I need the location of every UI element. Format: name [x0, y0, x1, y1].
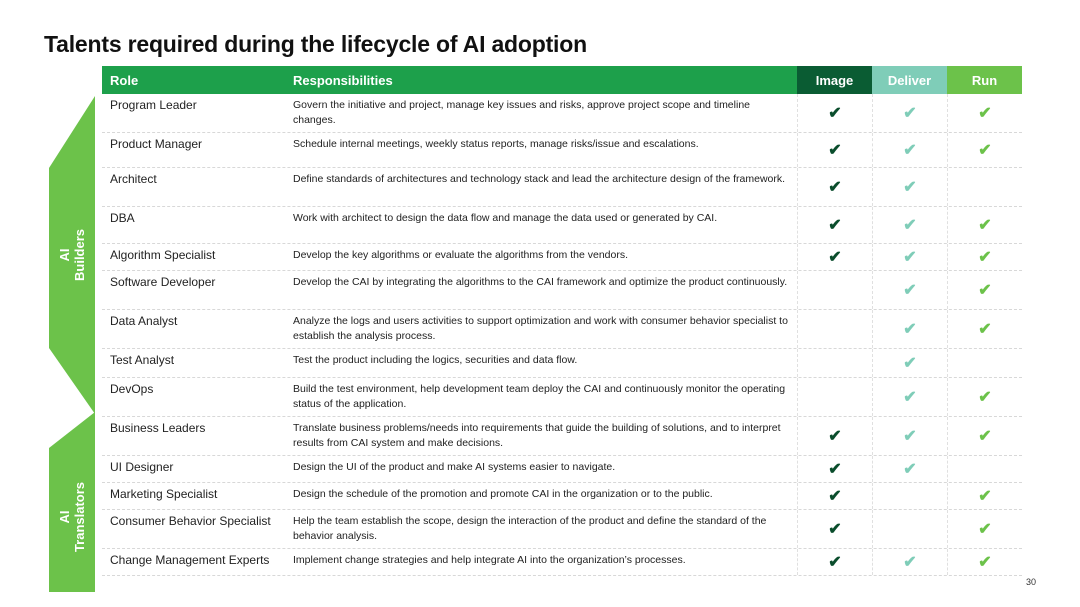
group-label-translators: AI Translators [57, 481, 87, 553]
checkmark-icon: ✔ [978, 554, 992, 571]
checkmark-icon: ✔ [828, 554, 842, 571]
run-cell [947, 244, 1022, 270]
group-label-builders: AI Builders [57, 228, 87, 281]
deliver-cell [872, 244, 947, 270]
checkmark-icon: ✔ [978, 428, 992, 445]
table-row [102, 244, 1022, 271]
image-cell [797, 94, 872, 132]
checkmark-icon: ✔ [828, 521, 842, 538]
run-cell [947, 483, 1022, 509]
run-cell [947, 378, 1022, 416]
table-header [102, 66, 1022, 94]
image-cell [797, 310, 872, 348]
table-row [102, 417, 1022, 456]
run-cell [947, 549, 1022, 575]
image-cell [797, 549, 872, 575]
run-cell [947, 94, 1022, 132]
header-responsibilities: Responsibilities [285, 66, 797, 94]
checkmark-icon: ✔ [903, 321, 917, 338]
group-ai-builders [49, 96, 95, 414]
responsibility-cell: Help the team establish the scope, design the interaction of the product and define the standard of the behavior analysis. [293, 515, 767, 542]
role-cell: Product Manager [110, 137, 203, 151]
role-cell: Program Leader [110, 98, 197, 112]
checkmark-icon: ✔ [903, 105, 917, 122]
image-cell [797, 207, 872, 243]
checkmark-icon: ✔ [903, 179, 917, 196]
role-cell: UI Designer [110, 460, 174, 474]
run-cell [947, 168, 1022, 206]
deliver-cell [872, 549, 947, 575]
checkmark-icon: ✔ [828, 249, 842, 266]
responsibility-cell: Design the UI of the product and make AI systems easier to navigate. [293, 461, 616, 473]
image-cell [797, 133, 872, 167]
checkmark-icon: ✔ [828, 461, 842, 478]
responsibility-cell: Schedule internal meetings, weekly status reports, manage risks/issue and escalations. [293, 138, 699, 150]
checkmark-icon: ✔ [903, 428, 917, 445]
responsibility-cell: Develop the key algorithms or evaluate the algorithms from the vendors. [293, 249, 629, 261]
checkmark-icon: ✔ [828, 428, 842, 445]
table-row [102, 271, 1022, 310]
table-row [102, 133, 1022, 168]
checkmark-icon: ✔ [828, 142, 842, 159]
checkmark-icon: ✔ [978, 521, 992, 538]
role-cell: DBA [110, 211, 135, 225]
image-cell [797, 510, 872, 548]
deliver-cell [872, 310, 947, 348]
checkmark-icon: ✔ [978, 488, 992, 505]
role-cell: Business Leaders [110, 421, 206, 435]
deliver-cell [872, 271, 947, 309]
checkmark-icon: ✔ [978, 321, 992, 338]
responsibility-cell: Translate business problems/needs into requirements that guide the building of solutions, and to interpret results from CAI system and make decisions. [293, 422, 781, 449]
role-cell: Data Analyst [110, 314, 178, 328]
table-row [102, 483, 1022, 510]
responsibility-cell: Define standards of architectures and technology stack and lead the architecture design of the framework. [293, 173, 786, 185]
image-cell [797, 349, 872, 377]
run-cell [947, 133, 1022, 167]
table-row [102, 349, 1022, 378]
run-cell [947, 207, 1022, 243]
image-cell [797, 483, 872, 509]
image-cell [797, 168, 872, 206]
role-cell: DevOps [110, 382, 154, 396]
checkmark-icon: ✔ [903, 282, 917, 299]
table-row [102, 378, 1022, 417]
responsibility-cell: Design the schedule of the promotion and promote CAI in the organization or to the public. [293, 488, 713, 500]
deliver-cell [872, 168, 947, 206]
deliver-cell [872, 456, 947, 482]
deliver-cell [872, 510, 947, 548]
run-cell [947, 456, 1022, 482]
header-image: Image [797, 66, 872, 94]
role-cell: Algorithm Specialist [110, 248, 216, 262]
checkmark-icon: ✔ [903, 249, 917, 266]
responsibility-cell: Develop the CAI by integrating the algorithms to the CAI framework and optimize the product continuously. [293, 276, 788, 288]
checkmark-icon: ✔ [828, 217, 842, 234]
group-ai-translators [49, 412, 95, 592]
table-row [102, 549, 1022, 576]
table-row [102, 168, 1022, 207]
run-cell [947, 349, 1022, 377]
role-cell: Change Management Experts [110, 553, 270, 567]
checkmark-icon: ✔ [903, 355, 917, 372]
checkmark-icon: ✔ [978, 389, 992, 406]
responsibility-cell: Build the test environment, help development team deploy the CAI and continuously monitor the operating status of the application. [293, 383, 786, 410]
checkmark-icon: ✔ [828, 105, 842, 122]
checkmark-icon: ✔ [978, 282, 992, 299]
deliver-cell [872, 378, 947, 416]
checkmark-icon: ✔ [903, 217, 917, 234]
checkmark-icon: ✔ [903, 461, 917, 478]
table-row [102, 94, 1022, 133]
role-cell: Marketing Specialist [110, 487, 218, 501]
role-cell: Software Developer [110, 275, 216, 289]
checkmark-icon: ✔ [828, 488, 842, 505]
deliver-cell [872, 349, 947, 377]
page-title: Talents required during the lifecycle of AI adoption [44, 31, 587, 57]
checkmark-icon: ✔ [903, 554, 917, 571]
responsibility-cell: Implement change strategies and help integrate AI into the organization’s processes. [293, 554, 686, 566]
image-cell [797, 271, 872, 309]
image-cell [797, 378, 872, 416]
run-cell [947, 310, 1022, 348]
checkmark-icon: ✔ [978, 105, 992, 122]
checkmark-icon: ✔ [828, 179, 842, 196]
checkmark-icon: ✔ [978, 217, 992, 234]
run-cell [947, 271, 1022, 309]
role-cell: Architect [110, 172, 157, 186]
responsibility-cell: Govern the initiative and project, manage key issues and risks, approve project scope and timeline changes. [293, 99, 750, 126]
responsibility-cell: Analyze the logs and users activities to support optimization and work with consumer behavior specialist to establish the analysis process. [293, 315, 788, 342]
deliver-cell [872, 133, 947, 167]
run-cell [947, 417, 1022, 455]
checkmark-icon: ✔ [903, 389, 917, 406]
header-deliver: Deliver [872, 66, 947, 94]
responsibility-cell: Work with architect to design the data flow and manage the data used or generated by CAI. [293, 212, 718, 224]
header-run: Run [947, 66, 1022, 94]
deliver-cell [872, 207, 947, 243]
run-cell [947, 510, 1022, 548]
checkmark-icon: ✔ [903, 142, 917, 159]
table-row [102, 207, 1022, 244]
table-row [102, 310, 1022, 349]
header-role: Role [102, 66, 285, 94]
checkmark-icon: ✔ [978, 142, 992, 159]
image-cell [797, 417, 872, 455]
table-row [102, 510, 1022, 549]
deliver-cell [872, 417, 947, 455]
page-number: 30 [1025, 577, 1036, 587]
image-cell [797, 244, 872, 270]
table-body [102, 94, 1022, 576]
table-row [102, 456, 1022, 483]
image-cell [797, 456, 872, 482]
role-cell: Test Analyst [110, 353, 175, 367]
deliver-cell [872, 483, 947, 509]
talent-table [102, 66, 1022, 576]
deliver-cell [872, 94, 947, 132]
role-cell: Consumer Behavior Specialist [110, 514, 271, 528]
responsibility-cell: Test the product including the logics, securities and data flow. [293, 354, 578, 366]
checkmark-icon: ✔ [978, 249, 992, 266]
